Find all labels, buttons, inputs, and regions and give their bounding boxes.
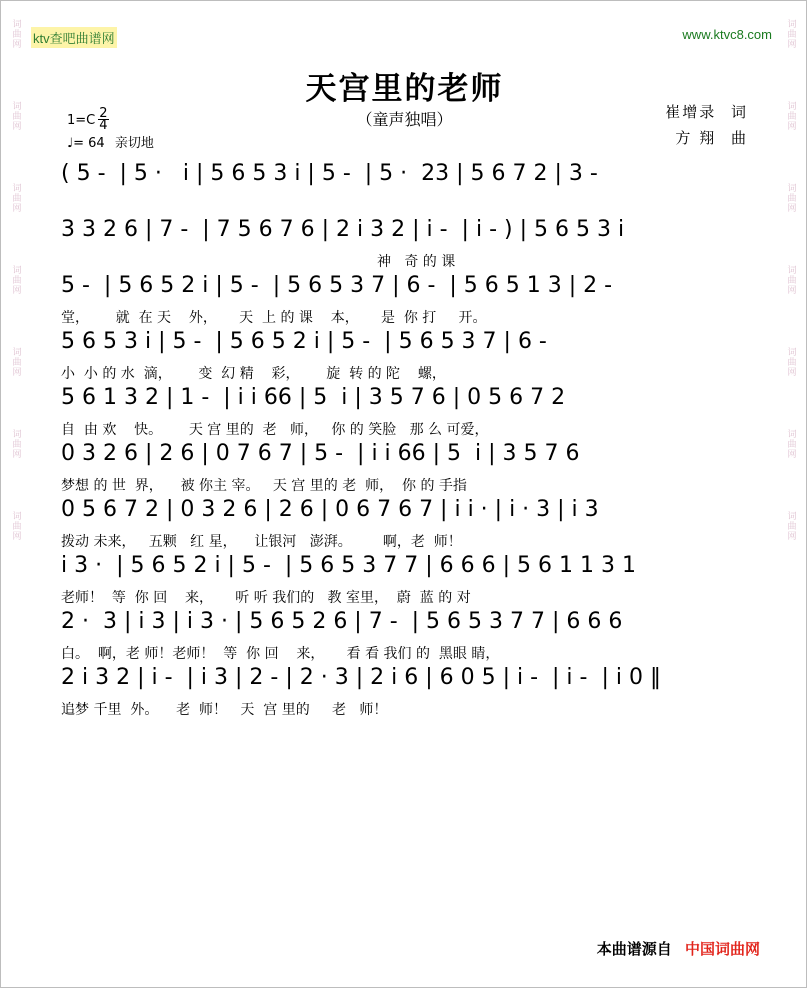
lyric-row: 老师！ 等 你 回 来， 听 听 我们的 教 室里， 蔚 蓝 的 对 [61, 590, 471, 606]
watermark: 词曲网 [786, 429, 797, 459]
lyric-row: 自 由 欢 快。 天 宫 里的 老 师， 你 的 笑脸 那 么 可爱， [61, 422, 489, 438]
lyric-row: 梦想 的 世 界， 被 你主 宰。 天 宫 里的 老 师， 你 的 手指 [61, 478, 467, 494]
footer [597, 938, 760, 959]
watermark: 词曲网 [11, 19, 22, 49]
lyric-row [61, 195, 768, 217]
song-subtitle: （童声独唱） [356, 110, 453, 129]
score-line [1, 329, 807, 385]
score-line [1, 609, 807, 665]
lyricist-name: 崔增录 [665, 103, 717, 121]
note-row: 0 5 6 7 2 | 0 3 2 6 | 2 6 | 0 6 7 6 7 | i i · | i · 3 | i 3 [61, 497, 599, 522]
score-line [1, 385, 807, 441]
music-score [1, 161, 807, 721]
note-row: 2 · 3 | i 3 | i 3 · | 5 6 5 2 6 | 7 - | 5 6 5 3 7 7 | 6 6 6 [61, 609, 623, 634]
site-url-right[interactable]: www.ktvc8.com [682, 27, 772, 42]
page-header [1, 27, 807, 49]
watermark: 词曲网 [786, 19, 797, 49]
time-signature-denominator: 4 [99, 118, 108, 133]
watermark: 词曲网 [786, 101, 797, 131]
note-row: i 3 · | 5 6 5 2 i | 5 - | 5 6 5 3 7 7 | 6 6 6 | 5 6 1 1 3 1 [61, 553, 636, 578]
watermark: 词曲网 [11, 511, 22, 541]
time-signature-numerator: 2 [99, 106, 108, 121]
expression-marking: 亲切地 [114, 136, 154, 151]
note-row: 5 6 5 3 i | 5 - | 5 6 5 2 i | 5 - | 5 6 5 3 7 | 6 - [61, 329, 547, 354]
watermark: 词曲网 [11, 347, 22, 377]
score-line [1, 161, 807, 217]
score-meta [67, 106, 154, 152]
key-signature-line [67, 106, 154, 133]
score-line [1, 553, 807, 609]
watermark: 词曲网 [11, 183, 22, 213]
composer-name: 方 翔 [675, 129, 717, 147]
tempo-line [67, 136, 154, 152]
watermark: 词曲网 [11, 101, 22, 131]
lyric-row: 神 奇 的 课 [61, 254, 456, 270]
watermark: 词曲网 [786, 183, 797, 213]
footer-source[interactable]: 中国词曲网 [684, 940, 760, 958]
score-line [1, 497, 807, 553]
tempo-marking: ♩= 64 [67, 136, 105, 151]
watermark: 词曲网 [786, 265, 797, 295]
site-name-left: ktv查吧曲谱网 [31, 27, 117, 48]
watermark: 词曲网 [786, 511, 797, 541]
watermark: 词曲网 [786, 347, 797, 377]
footer-label: 本曲谱源自 [596, 940, 672, 958]
note-row: 0 3 2 6 | 2 6 | 0 7 6 7 | 5 - | i i 66 | 5 i | 3 5 7 6 [61, 441, 580, 466]
lyricist-role: 词 [730, 103, 746, 121]
note-row: 3 3 2 6 | 7 - | 7 5 6 7 6 | 2 i 3 2 | i - | i - ) | 5 6 5 3 i [61, 217, 625, 242]
lyric-row: 拨动 未来， 五颗 红 星， 让银河 澎湃。 啊，老 师！ [61, 534, 462, 550]
lyric-row: 白。 啊，老 师！老师！ 等 你 回 来， 看 看 我们 的 黑眼 睛， [61, 646, 500, 662]
score-line [1, 441, 807, 497]
lyric-row: 追梦 千里 外。 老 师！ 天 宫 里的 老 师！ [61, 702, 388, 718]
note-row: 5 6 1 3 2 | 1 - | i i 66 | 5 i | 3 5 7 6 | 0 5 6 7 2 [61, 385, 566, 410]
composer-role: 曲 [730, 129, 746, 147]
watermark: 词曲网 [11, 265, 22, 295]
lyric-row: 堂， 就 在 天 外， 天 上 的 课 本， 是 你 打 开。 [61, 310, 487, 326]
score-line [1, 273, 807, 329]
key-signature: 1=C [67, 112, 96, 128]
note-row: 2 i 3 2 | i - | i 3 | 2 - | 2 · 3 | 2 i 6 | 6 0 5 | i - | i - | i 0 ‖ [61, 665, 661, 690]
score-line [1, 217, 807, 273]
credit-lyricist [665, 99, 746, 125]
note-row: ( 5 - | 5 · i | 5 6 5 3 i | 5 - | 5 · 23 | 5 6 7 2 | 3 - [61, 161, 598, 186]
credits [665, 99, 746, 151]
note-row: 5 - | 5 6 5 2 i | 5 - | 5 6 5 3 7 | 6 - | 5 6 5 1 3 | 2 - [61, 273, 613, 298]
time-signature [98, 108, 108, 131]
watermark: 词曲网 [11, 429, 22, 459]
song-title: 天宫里的老师 [305, 71, 504, 107]
credit-composer [665, 125, 746, 151]
score-line [1, 665, 807, 721]
lyric-row: 小 小 的 水 滴， 变 幻 精 彩， 旋 转 的 陀 螺， [61, 366, 446, 382]
